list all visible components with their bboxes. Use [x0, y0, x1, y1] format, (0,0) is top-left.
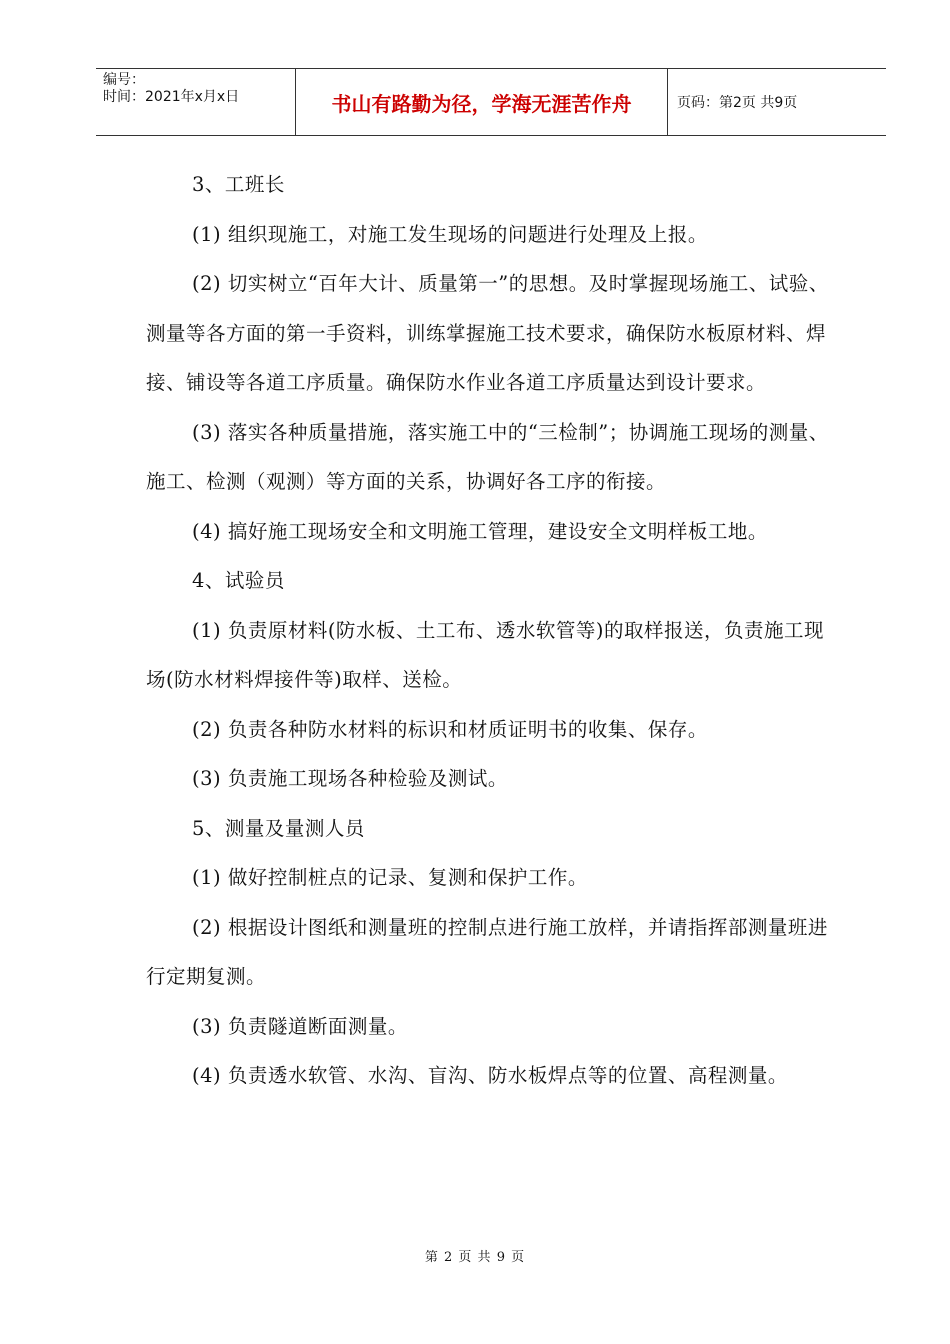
page-footer: 第 2 页 共 9 页 — [424, 1250, 526, 1265]
section-heading: 5、测量及量测人员 — [192, 816, 365, 840]
paragraph: (3) 负责隧道断面测量。 — [192, 1014, 408, 1038]
paragraph: (2) 根据设计图纸和测量班的控制点进行施工放样，并请指挥部测量班进行定期复测。 — [146, 915, 828, 988]
paragraph: (1) 负责原材料(防水板、土工布、透水软管等)的取样报送，负责施工现场(防水材料焊接件等)取样、送检。 — [146, 618, 825, 691]
document-body — [146, 160, 836, 1101]
paragraph: (3) 负责施工现场各种检验及测试。 — [192, 767, 508, 790]
paragraph: (4) 搞好施工现场安全和文明施工管理，建设安全文明样板工地。 — [192, 519, 768, 543]
paragraph: (4) 负责透水软管、水沟、盲沟、防水板焊点等的位置、高程测量。 — [192, 1064, 788, 1087]
document-header — [96, 68, 886, 136]
paragraph: (1) 做好控制桩点的记录、复测和保护工作。 — [192, 866, 588, 889]
paragraph: (2) 切实树立“百年大计、质量第一”的思想。及时掌握现场施工、试验、测量等各方面的第一手资料，训练掌握施工技术要求，确保防水板原材料、焊接、铺设等各道工序质量。确保防水作业各道工序质量达到设计要求。 — [146, 272, 829, 394]
paragraph: (2) 负责各种防水材料的标识和材质证明书的收集、保存。 — [192, 717, 708, 741]
paragraph: (3) 落实各种质量措施，落实施工中的“三检制”；协调施工现场的测量、施工、检测（观测）等方面的关系，协调好各工序的衔接。 — [146, 420, 829, 493]
paragraph: (1) 组织现施工，对施工发生现场的问题进行处理及上报。 — [192, 222, 708, 246]
header-motto: 书山有路勤为径，学海无涯苦作舟 — [296, 69, 668, 135]
time-label: 时间：2021年x月x日 — [103, 89, 240, 105]
number-label: 编号： — [103, 72, 145, 88]
header-meta — [96, 69, 296, 135]
section-heading: 4、试验员 — [192, 569, 285, 592]
section-heading: 3、工班长 — [192, 173, 285, 196]
header-page-info: 页码：第2页 共9页 — [677, 95, 798, 111]
